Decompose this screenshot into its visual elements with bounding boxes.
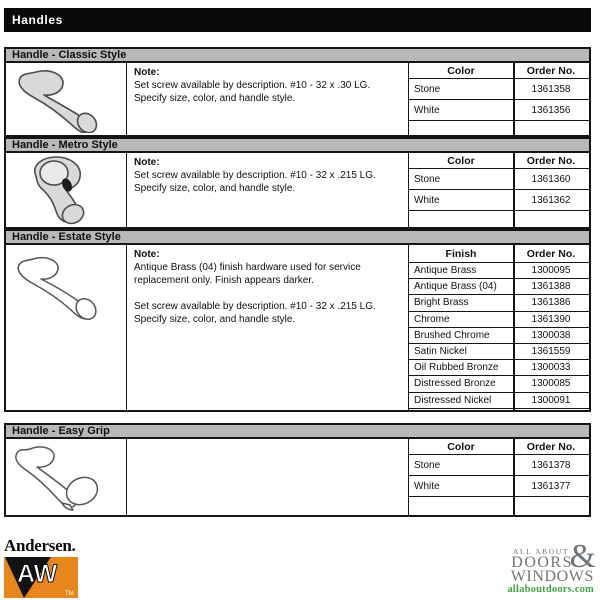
note-title: Note: [134,157,160,168]
table-row [409,190,589,211]
aw-letters: AW [17,560,58,588]
classic-handle-illustration [6,63,127,135]
andersen-tm: TM [65,591,74,597]
table-row [409,100,589,121]
table-row [409,279,589,295]
note-cell-estate [127,245,409,410]
andersen-wordmark: Andersen. [4,536,76,555]
table-row [409,328,589,344]
note-line: Antique Brass (04) finish hardware used for service [134,262,361,273]
page-title: Handles [12,13,63,27]
order-table-metro [409,153,589,227]
column-header-finish: Finish [445,247,477,260]
column-header-color: Color [447,154,475,167]
finish-name-cell: Antique Brass (04) [414,281,497,293]
note-title: Note: [134,67,160,78]
note-title: Note: [134,249,160,260]
column-header-order-no: Order No. [526,440,576,453]
note-line [134,287,401,300]
section-title: Handle - Easy Grip [12,425,110,437]
table-body [409,169,589,211]
note-line: Set screw available by description. #10 - 32 x .30 LG. [134,80,371,91]
finish-name-cell: Satin Nickel [414,346,467,358]
metro-handle-illustration [6,153,127,227]
all-about-doors-windows-logo [484,538,596,595]
logo-line-windows: WINDOWS [510,568,594,585]
section-header-easy-grip [4,423,591,439]
order-table-classic [409,63,589,135]
order-number-cell: 1361559 [531,346,571,358]
column-header-color: Color [447,440,475,453]
note-text [134,79,401,105]
ampersand-glyph: & [569,538,596,575]
order-number-cell: 1361362 [531,194,571,206]
table-header-row [409,439,589,455]
finish-name-cell: Stone [414,459,441,471]
order-number-cell: 1300038 [531,329,571,341]
table-body [409,263,589,409]
estate-crank-handle-icon [11,253,121,323]
finish-name-cell: Brushed Chrome [414,329,490,341]
section-header-estate [4,229,591,245]
order-number-cell: 1361378 [531,459,571,471]
section-metro-style [4,137,591,229]
estate-handle-illustration [6,245,127,410]
note-line: Specify size, color, and handle style. [134,93,296,104]
note-line: Set screw available by description. #10 - 32 x .215 LG. [134,301,376,312]
note-line: Specify size, color, and handle style. [134,314,296,325]
andersen-logo [4,536,84,598]
logo-line-doors: DOORS [511,554,573,571]
finish-name-cell: Bright Brass [414,297,469,309]
column-header-order-no: Order No. [526,247,576,260]
table-row [409,79,589,100]
order-number-cell: 1361358 [531,83,571,95]
note-cell-classic [127,63,409,135]
note-text [134,261,401,326]
section-body-metro [4,153,591,229]
logo-line-all-about: ALL ABOUT [513,547,569,556]
section-title: Handle - Metro Style [12,139,118,151]
note-cell-metro [127,153,409,227]
table-row [409,169,589,190]
note-line: Set screw available by description. #10 - 32 x .215 LG. [134,170,376,181]
finish-name-cell: White [414,104,440,116]
section-header-metro [4,137,591,153]
page-title-bar [4,8,591,32]
andersen-aw-monogram-icon [4,557,78,598]
order-number-cell: 1300085 [531,378,571,390]
section-body-easy-grip [4,439,591,517]
table-header-row [409,245,589,263]
note-text [134,169,401,195]
column-header-order-no: Order No. [526,64,576,77]
metro-crank-handle-icon [16,154,116,226]
table-row [409,393,589,409]
section-body-estate [4,245,591,412]
order-number-cell: 1361388 [531,281,571,293]
order-table-estate [409,245,589,410]
table-header-row [409,153,589,169]
section-estate-style [4,229,591,412]
easy-grip-handle-illustration [6,439,127,515]
note-cell-easy-grip [127,439,409,515]
table-header-row [409,63,589,79]
order-number-cell: 1361386 [531,297,571,309]
section-classic-style [4,47,591,137]
table-row [409,295,589,311]
table-row [409,376,589,392]
finish-name-cell: White [414,480,440,492]
finish-name-cell: Distressed Nickel [414,394,492,406]
order-number-cell: 1300033 [531,362,571,374]
order-number-cell: 1361360 [531,173,571,185]
note-line: Specify size, color, and handle style. [134,183,296,194]
section-body-classic [4,63,591,137]
table-row [409,312,589,328]
note-line: replacement only. Finish appears darker. [134,275,314,286]
table-row [409,344,589,360]
finish-name-cell: Distressed Bronze [414,378,496,390]
finish-name-cell: White [414,194,440,206]
table-row [409,476,589,497]
order-number-cell: 1300091 [531,394,571,406]
order-number-cell: 1361356 [531,104,571,116]
allaboutdoors-url: allaboutdoors.com [507,584,594,595]
finish-name-cell: Oil Rubbed Bronze [414,362,499,374]
table-row [409,360,589,376]
finish-name-cell: Chrome [414,313,450,325]
easy-grip-crank-handle-icon [10,441,122,513]
section-title: Handle - Classic Style [12,49,127,61]
table-row [409,455,589,476]
table-body [409,455,589,497]
order-table-easy-grip [409,439,589,515]
table-row [409,263,589,279]
order-number-cell: 1300095 [531,265,571,277]
order-number-cell: 1361377 [531,480,571,492]
finish-name-cell: Stone [414,83,441,95]
section-easy-grip [4,423,591,517]
finish-name-cell: Antique Brass [414,265,477,277]
section-header-classic [4,47,591,63]
column-header-order-no: Order No. [526,154,576,167]
column-header-color: Color [447,64,475,77]
order-number-cell: 1361390 [531,313,571,325]
section-title: Handle - Estate Style [12,231,121,243]
classic-crank-handle-icon [11,65,121,133]
table-body [409,79,589,121]
finish-name-cell: Stone [414,173,441,185]
